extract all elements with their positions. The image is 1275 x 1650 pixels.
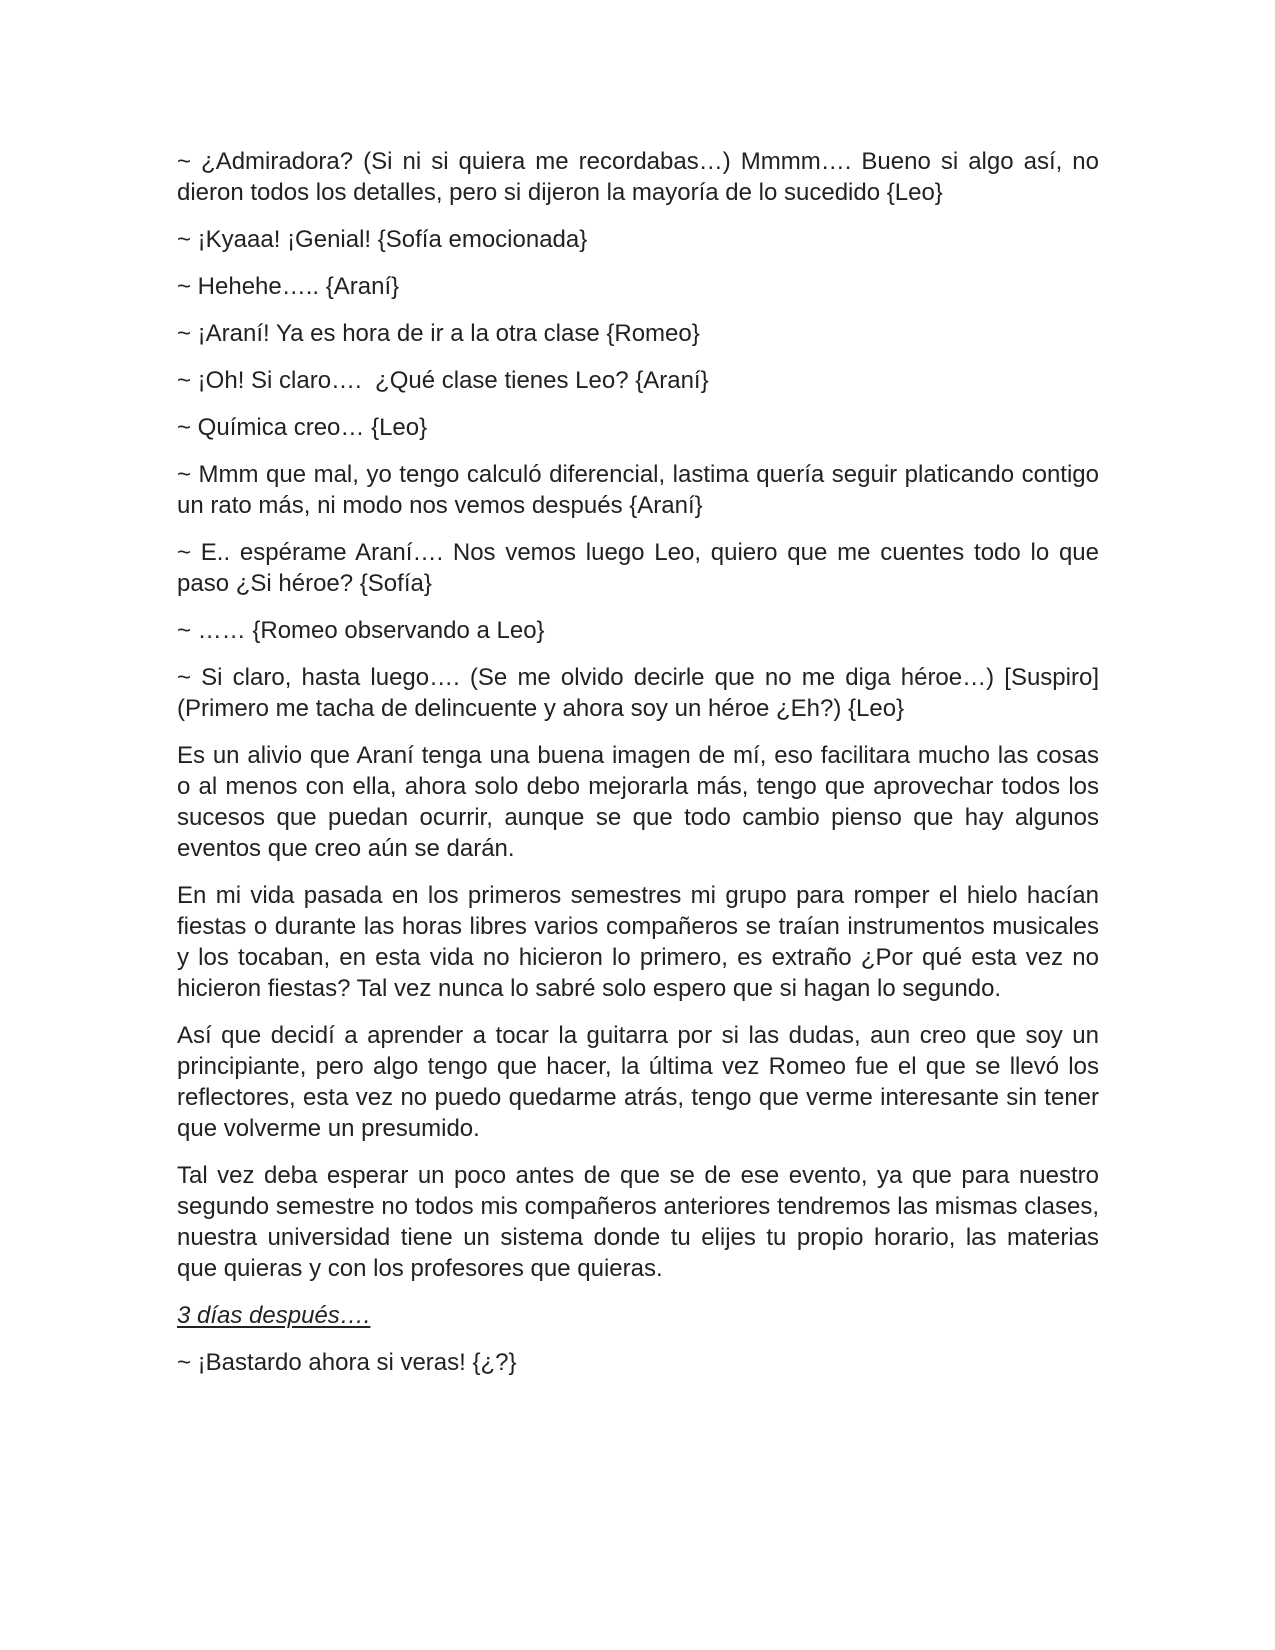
dialogue-line: ~ E.. espérame Araní…. Nos vemos luego Leo, quiero que me cuentes todo lo que paso ¿Si héroe? {Sofía} xyxy=(177,539,1099,597)
dialogue-line: ~ ¿Admiradora? (Si ni si quiera me recordabas…) Mmmm…. Bueno si algo así, no dieron todos los detalles, pero si dijeron la mayoría de lo sucedido {Leo} xyxy=(177,148,1099,206)
dialogue-line: ~ ¡Kyaaa! ¡Genial! {Sofía emocionada} xyxy=(177,226,588,253)
dialogue-line: ~ ¡Araní! Ya es hora de ir a la otra clase {Romeo} xyxy=(177,320,700,347)
document-page xyxy=(177,146,1099,1394)
dialogue-line: ~ ¡Oh! Si claro…. ¿Qué clase tienes Leo? {Araní} xyxy=(177,367,709,394)
dialogue-line: ~ …… {Romeo observando a Leo} xyxy=(177,617,545,644)
narration-paragraph: En mi vida pasada en los primeros semestres mi grupo para romper el hielo hacían fiestas o durante las horas libres varios compañeros se traían instrumentos musicales y los tocaban, en esta vida no hicieron lo primero, es extraño ¿Por qué esta vez no hicieron fiestas? Tal vez nunca lo sabré solo espero que si hagan lo segundo. xyxy=(177,882,1099,1002)
narration-paragraph: Es un alivio que Araní tenga una buena imagen de mí, eso facilitara mucho las cosas o al menos con ella, ahora solo debo mejorarla más, tengo que aprovechar todos los sucesos que puedan ocurrir, aunque se que todo cambio pienso que hay algunos eventos que creo aún se darán. xyxy=(177,742,1099,862)
scene-break-heading: 3 días después…. xyxy=(177,1302,371,1329)
dialogue-line: ~ Si claro, hasta luego…. (Se me olvido decirle que no me diga héroe…) [Suspiro] (Primero me tacha de delincuente y ahora soy un héroe ¿Eh?) {Leo} xyxy=(177,664,1099,722)
dialogue-line: ~ ¡Bastardo ahora si veras! {¿?} xyxy=(177,1349,517,1376)
narration-paragraph: Así que decidí a aprender a tocar la guitarra por si las dudas, aun creo que soy un principiante, pero algo tengo que hacer, la última vez Romeo fue el que se llevó los reflectores, esta vez no puedo quedarme atrás, tengo que verme interesante sin tener que volverme un presumido. xyxy=(177,1022,1099,1142)
narration-paragraph: Tal vez deba esperar un poco antes de que se de ese evento, ya que para nuestro segundo semestre no todos mis compañeros anteriores tendremos las mismas clases, nuestra universidad tiene un sistema donde tu elijes tu propio horario, las materias que quieras y con los profesores que quieras. xyxy=(177,1162,1099,1282)
dialogue-line: ~ Química creo… {Leo} xyxy=(177,414,428,441)
dialogue-line: ~ Mmm que mal, yo tengo calculó diferencial, lastima quería seguir platicando contigo un rato más, ni modo nos vemos después {Araní} xyxy=(177,461,1099,519)
dialogue-line: ~ Hehehe….. {Araní} xyxy=(177,273,400,300)
